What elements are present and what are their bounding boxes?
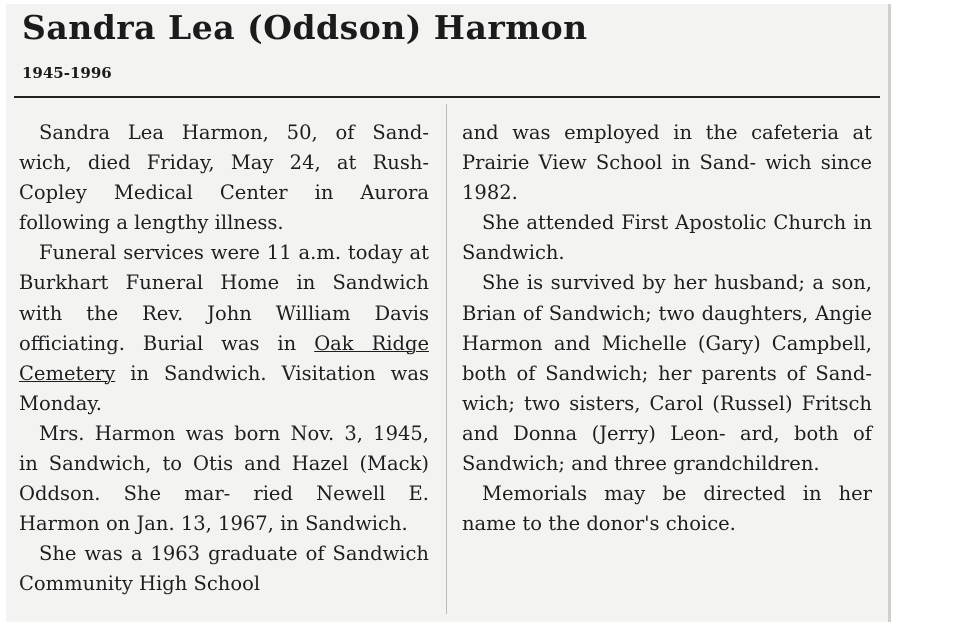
paragraph-survivors: [462, 268, 872, 479]
paragraph-birth-marriage: [19, 419, 429, 539]
paragraph-text: Sandra Lea Harmon, 50, of Sand- wich, died Friday, May 24, at Rush-Copley Medical Center in Aurora following a lengthy illness.: [19, 121, 429, 235]
paragraph-education: [19, 539, 429, 599]
life-dates: 1945-1996: [22, 64, 112, 82]
paragraph-text: in Sandwich. Visitation was Monday.: [19, 361, 429, 415]
paragraph-funeral: [19, 238, 429, 419]
paragraph-text: She was a 1963 graduate of Sandwich Community High School: [19, 542, 429, 596]
column-divider: [446, 104, 447, 614]
newspaper-clipping: [6, 4, 891, 622]
paragraph-text: Memorials may be directed in her name to the donor's choice.: [462, 482, 872, 536]
obituary-headline: Sandra Lea (Oddson) Harmon: [22, 8, 588, 47]
paragraph-death-notice: [19, 118, 429, 238]
paragraph-text: She is survived by her husband; a son, Brian of Sandwich; two daughters, Angie Harmon and Michelle (Gary) Campbell, both of Sandwich; her parents of Sand- wich; two sisters, Carol (Russel) Fritsch and Donna (Jerry) Leon- ard, both of Sandwich; and three grandchildren.: [462, 271, 872, 476]
paragraph-employment: [462, 118, 872, 208]
header-rule: [14, 96, 880, 98]
obituary-column-1: [19, 118, 429, 600]
paragraph-text: Mrs. Harmon was born Nov. 3, 1945, in Sandwich, to Otis and Hazel (Mack) Oddson. She mar- ried Newell E. Harmon on Jan. 13, 1967, in Sandwich.: [19, 421, 429, 536]
paragraph-text: and was employed in the cafeteria at Prairie View School in Sand- wich since 1982.: [462, 121, 872, 205]
underlined-cemetery-name: Oak Ridge Cemetery: [19, 331, 429, 385]
paragraph-text: Funeral services were 11 a.m. today at Burkhart Funeral Home in Sandwich with the Rev. John William Davis officiating. Burial was in: [19, 241, 429, 355]
paragraph-church: [462, 208, 872, 268]
paragraph-text: She attended First Apostolic Church in Sandwich.: [462, 211, 872, 265]
obituary-column-2: [462, 118, 872, 539]
paragraph-memorials: [462, 479, 872, 539]
